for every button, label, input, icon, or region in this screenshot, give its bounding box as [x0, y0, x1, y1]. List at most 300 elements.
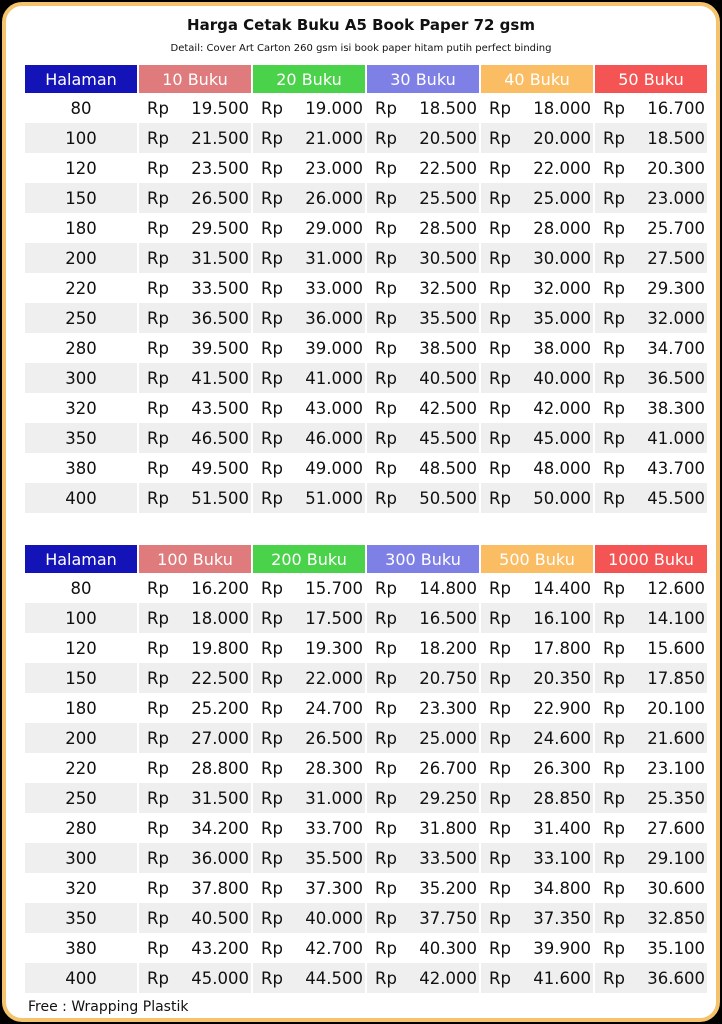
price-cell [139, 273, 251, 303]
currency-label: Rp [375, 908, 397, 928]
currency-label: Rp [375, 608, 397, 628]
price-value: 19.500 [191, 98, 249, 118]
currency-label: Rp [603, 98, 625, 118]
page-count-cell: 380 [25, 453, 137, 483]
price-cell [253, 813, 365, 843]
currency-label: Rp [375, 368, 397, 388]
price-cell [139, 573, 251, 603]
price-value: 34.700 [647, 338, 705, 358]
page-count-cell: 400 [25, 963, 137, 993]
price-cell [139, 153, 251, 183]
price-cell [253, 213, 365, 243]
currency-label: Rp [261, 158, 283, 178]
currency-label: Rp [489, 458, 511, 478]
price-cell [595, 243, 707, 273]
price-value: 20.750 [419, 668, 477, 688]
price-value: 12.600 [647, 578, 705, 598]
currency-label: Rp [489, 818, 511, 838]
page-count-cell: 150 [25, 183, 137, 213]
price-value: 50.500 [419, 488, 477, 508]
price-value: 22.900 [533, 698, 591, 718]
price-value: 16.700 [647, 98, 705, 118]
page-count-cell: 120 [25, 633, 137, 663]
price-value: 42.000 [419, 968, 477, 988]
price-value: 14.100 [647, 608, 705, 628]
price-table-large-quantity [23, 545, 709, 993]
price-value: 24.600 [533, 728, 591, 748]
price-cell [595, 843, 707, 873]
currency-label: Rp [489, 488, 511, 508]
price-value: 23.000 [305, 158, 363, 178]
table-row [25, 153, 707, 183]
price-cell [139, 633, 251, 663]
currency-label: Rp [489, 428, 511, 448]
price-value: 18.500 [419, 98, 477, 118]
table-row [25, 213, 707, 243]
price-value: 49.000 [305, 458, 363, 478]
price-cell [595, 363, 707, 393]
currency-label: Rp [147, 338, 169, 358]
price-cell [481, 573, 593, 603]
currency-label: Rp [147, 428, 169, 448]
price-cell [367, 813, 479, 843]
price-cell [139, 783, 251, 813]
price-cell [139, 183, 251, 213]
price-value: 28.500 [419, 218, 477, 238]
price-value: 33.500 [191, 278, 249, 298]
price-value: 19.800 [191, 638, 249, 658]
page-count-cell: 180 [25, 693, 137, 723]
table-row [25, 123, 707, 153]
currency-label: Rp [603, 908, 625, 928]
currency-label: Rp [489, 668, 511, 688]
currency-label: Rp [489, 338, 511, 358]
price-cell [253, 753, 365, 783]
price-value: 19.000 [305, 98, 363, 118]
currency-label: Rp [261, 608, 283, 628]
price-value: 37.350 [533, 908, 591, 928]
currency-label: Rp [489, 878, 511, 898]
price-value: 45.000 [533, 428, 591, 448]
price-cell [595, 813, 707, 843]
currency-label: Rp [489, 398, 511, 418]
currency-label: Rp [261, 578, 283, 598]
currency-label: Rp [375, 848, 397, 868]
price-value: 29.100 [647, 848, 705, 868]
table-row [25, 903, 707, 933]
currency-label: Rp [147, 608, 169, 628]
currency-label: Rp [489, 368, 511, 388]
currency-label: Rp [147, 908, 169, 928]
currency-label: Rp [147, 248, 169, 268]
price-cell [595, 303, 707, 333]
currency-label: Rp [603, 128, 625, 148]
price-cell [595, 693, 707, 723]
price-value: 15.700 [305, 578, 363, 598]
currency-label: Rp [261, 98, 283, 118]
currency-label: Rp [261, 698, 283, 718]
currency-label: Rp [147, 188, 169, 208]
price-cell [139, 603, 251, 633]
price-cell [367, 483, 479, 513]
price-value: 31.800 [419, 818, 477, 838]
currency-label: Rp [375, 98, 397, 118]
table-row [25, 453, 707, 483]
page-count-cell: 100 [25, 123, 137, 153]
currency-label: Rp [147, 878, 169, 898]
page-count-cell: 300 [25, 363, 137, 393]
currency-label: Rp [375, 758, 397, 778]
price-value: 51.000 [305, 488, 363, 508]
column-header-quantity: 20 Buku [253, 65, 365, 93]
price-cell [367, 663, 479, 693]
price-cell [481, 603, 593, 633]
currency-label: Rp [375, 458, 397, 478]
currency-label: Rp [603, 878, 625, 898]
currency-label: Rp [375, 488, 397, 508]
price-cell [139, 723, 251, 753]
price-value: 23.000 [647, 188, 705, 208]
currency-label: Rp [603, 668, 625, 688]
price-cell [367, 963, 479, 993]
price-cell [367, 393, 479, 423]
price-value: 26.500 [305, 728, 363, 748]
column-header-quantity: 30 Buku [367, 65, 479, 93]
currency-label: Rp [603, 428, 625, 448]
price-value: 35.000 [533, 308, 591, 328]
price-cell [481, 303, 593, 333]
price-cell [139, 483, 251, 513]
currency-label: Rp [489, 188, 511, 208]
currency-label: Rp [261, 758, 283, 778]
price-value: 43.000 [305, 398, 363, 418]
price-value: 20.300 [647, 158, 705, 178]
currency-label: Rp [147, 158, 169, 178]
price-value: 32.000 [533, 278, 591, 298]
page-count-cell: 200 [25, 243, 137, 273]
currency-label: Rp [603, 698, 625, 718]
currency-label: Rp [261, 338, 283, 358]
price-value: 16.500 [419, 608, 477, 628]
page-count-cell: 180 [25, 213, 137, 243]
price-cell [595, 903, 707, 933]
price-value: 28.300 [305, 758, 363, 778]
price-value: 29.500 [191, 218, 249, 238]
price-value: 22.000 [533, 158, 591, 178]
price-value: 39.900 [533, 938, 591, 958]
price-cell [481, 723, 593, 753]
price-value: 42.000 [533, 398, 591, 418]
price-cell [595, 783, 707, 813]
currency-label: Rp [261, 788, 283, 808]
price-cell [595, 483, 707, 513]
price-cell [253, 783, 365, 813]
price-cell [139, 213, 251, 243]
page-subtitle: Detail: Cover Art Carton 260 gsm isi book paper hitam putih perfect binding [170, 43, 552, 54]
price-cell [139, 123, 251, 153]
currency-label: Rp [489, 218, 511, 238]
currency-label: Rp [261, 128, 283, 148]
table-row [25, 813, 707, 843]
price-value: 41.500 [191, 368, 249, 388]
price-value: 37.800 [191, 878, 249, 898]
price-value: 25.200 [191, 698, 249, 718]
price-cell [253, 363, 365, 393]
price-cell [139, 663, 251, 693]
price-cell [481, 423, 593, 453]
column-header-quantity: 50 Buku [595, 65, 707, 93]
price-value: 35.500 [419, 308, 477, 328]
price-value: 26.300 [533, 758, 591, 778]
price-cell [367, 603, 479, 633]
price-cell [481, 123, 593, 153]
price-value: 34.200 [191, 818, 249, 838]
price-value: 35.500 [305, 848, 363, 868]
currency-label: Rp [261, 308, 283, 328]
currency-label: Rp [147, 848, 169, 868]
price-value: 16.100 [533, 608, 591, 628]
page-count-cell: 280 [25, 333, 137, 363]
price-value: 37.750 [419, 908, 477, 928]
currency-label: Rp [603, 458, 625, 478]
currency-label: Rp [603, 398, 625, 418]
currency-label: Rp [261, 368, 283, 388]
currency-label: Rp [375, 278, 397, 298]
price-card [2, 2, 720, 1022]
price-cell [253, 123, 365, 153]
price-value: 40.000 [305, 908, 363, 928]
currency-label: Rp [489, 128, 511, 148]
price-cell [367, 303, 479, 333]
price-value: 22.500 [191, 668, 249, 688]
price-cell [139, 753, 251, 783]
price-value: 36.000 [191, 848, 249, 868]
price-cell [253, 693, 365, 723]
price-value: 28.800 [191, 758, 249, 778]
page-count-cell: 220 [25, 273, 137, 303]
page-count-cell: 150 [25, 663, 137, 693]
currency-label: Rp [261, 188, 283, 208]
price-value: 28.000 [533, 218, 591, 238]
price-cell [481, 183, 593, 213]
table-row [25, 273, 707, 303]
price-cell [367, 183, 479, 213]
price-cell [595, 393, 707, 423]
price-value: 33.500 [419, 848, 477, 868]
currency-label: Rp [603, 758, 625, 778]
currency-label: Rp [147, 98, 169, 118]
price-value: 42.500 [419, 398, 477, 418]
currency-label: Rp [261, 458, 283, 478]
currency-label: Rp [603, 308, 625, 328]
price-value: 31.500 [191, 248, 249, 268]
price-value: 22.000 [305, 668, 363, 688]
price-cell [481, 633, 593, 663]
price-cell [367, 123, 479, 153]
price-value: 31.000 [305, 788, 363, 808]
currency-label: Rp [261, 968, 283, 988]
price-value: 40.000 [533, 368, 591, 388]
currency-label: Rp [375, 428, 397, 448]
price-value: 35.200 [419, 878, 477, 898]
currency-label: Rp [147, 578, 169, 598]
price-cell [253, 423, 365, 453]
price-value: 21.500 [191, 128, 249, 148]
price-value: 23.500 [191, 158, 249, 178]
price-cell [253, 243, 365, 273]
currency-label: Rp [489, 308, 511, 328]
price-value: 37.300 [305, 878, 363, 898]
price-cell [481, 963, 593, 993]
currency-label: Rp [261, 908, 283, 928]
price-cell [481, 933, 593, 963]
price-cell [253, 333, 365, 363]
table-row [25, 183, 707, 213]
page-count-cell: 100 [25, 603, 137, 633]
price-value: 45.500 [647, 488, 705, 508]
currency-label: Rp [261, 488, 283, 508]
price-value: 15.600 [647, 638, 705, 658]
table-row [25, 783, 707, 813]
currency-label: Rp [489, 578, 511, 598]
table-row [25, 963, 707, 993]
price-value: 33.700 [305, 818, 363, 838]
price-cell [253, 963, 365, 993]
price-cell [139, 903, 251, 933]
price-cell [253, 723, 365, 753]
price-value: 38.500 [419, 338, 477, 358]
price-cell [139, 423, 251, 453]
price-cell [481, 243, 593, 273]
currency-label: Rp [375, 158, 397, 178]
table-row [25, 843, 707, 873]
currency-label: Rp [489, 638, 511, 658]
column-header-pages: Halaman [25, 545, 137, 573]
price-cell [595, 273, 707, 303]
price-cell [139, 813, 251, 843]
price-cell [595, 423, 707, 453]
currency-label: Rp [603, 638, 625, 658]
price-value: 17.800 [533, 638, 591, 658]
table-row [25, 303, 707, 333]
price-value: 49.500 [191, 458, 249, 478]
price-value: 18.500 [647, 128, 705, 148]
currency-label: Rp [147, 278, 169, 298]
price-cell [253, 303, 365, 333]
currency-label: Rp [603, 818, 625, 838]
price-value: 39.000 [305, 338, 363, 358]
price-value: 43.200 [191, 938, 249, 958]
price-value: 30.600 [647, 878, 705, 898]
table-row [25, 243, 707, 273]
currency-label: Rp [147, 398, 169, 418]
price-cell [253, 663, 365, 693]
price-value: 45.000 [191, 968, 249, 988]
price-value: 25.700 [647, 218, 705, 238]
currency-label: Rp [147, 938, 169, 958]
table-row [25, 933, 707, 963]
currency-label: Rp [603, 728, 625, 748]
currency-label: Rp [261, 278, 283, 298]
currency-label: Rp [261, 218, 283, 238]
price-cell [253, 93, 365, 123]
table-row [25, 603, 707, 633]
currency-label: Rp [603, 368, 625, 388]
price-value: 23.300 [419, 698, 477, 718]
price-value: 51.500 [191, 488, 249, 508]
column-header-pages: Halaman [25, 65, 137, 93]
price-cell [367, 453, 479, 483]
price-value: 23.100 [647, 758, 705, 778]
page-count-cell: 80 [25, 93, 137, 123]
currency-label: Rp [375, 578, 397, 598]
currency-label: Rp [147, 758, 169, 778]
page-count-cell: 220 [25, 753, 137, 783]
price-value: 33.100 [533, 848, 591, 868]
price-cell [253, 843, 365, 873]
price-cell [595, 603, 707, 633]
currency-label: Rp [147, 698, 169, 718]
price-value: 21.000 [305, 128, 363, 148]
price-value: 20.000 [533, 128, 591, 148]
page-count-cell: 320 [25, 393, 137, 423]
price-cell [253, 573, 365, 603]
price-value: 32.850 [647, 908, 705, 928]
currency-label: Rp [375, 188, 397, 208]
price-cell [139, 693, 251, 723]
price-value: 16.200 [191, 578, 249, 598]
currency-label: Rp [603, 938, 625, 958]
currency-label: Rp [489, 158, 511, 178]
currency-label: Rp [375, 338, 397, 358]
price-cell [139, 873, 251, 903]
currency-label: Rp [375, 218, 397, 238]
price-value: 29.000 [305, 218, 363, 238]
price-value: 41.000 [647, 428, 705, 448]
page-count-cell: 200 [25, 723, 137, 753]
price-cell [481, 903, 593, 933]
table-row [25, 873, 707, 903]
currency-label: Rp [375, 938, 397, 958]
column-header-quantity: 40 Buku [481, 65, 593, 93]
currency-label: Rp [603, 788, 625, 808]
price-value: 38.300 [647, 398, 705, 418]
currency-label: Rp [489, 788, 511, 808]
price-cell [367, 423, 479, 453]
price-cell [595, 123, 707, 153]
price-cell [253, 153, 365, 183]
currency-label: Rp [147, 818, 169, 838]
price-value: 31.000 [305, 248, 363, 268]
currency-label: Rp [603, 968, 625, 988]
currency-label: Rp [603, 248, 625, 268]
price-cell [139, 393, 251, 423]
price-value: 25.350 [647, 788, 705, 808]
price-cell [139, 93, 251, 123]
price-cell [253, 393, 365, 423]
price-value: 40.300 [419, 938, 477, 958]
currency-label: Rp [603, 338, 625, 358]
column-header-quantity: 300 Buku [367, 545, 479, 573]
price-cell [481, 153, 593, 183]
price-cell [367, 153, 479, 183]
price-cell [595, 333, 707, 363]
price-cell [367, 783, 479, 813]
price-cell [253, 273, 365, 303]
price-value: 38.000 [533, 338, 591, 358]
price-value: 48.000 [533, 458, 591, 478]
price-value: 46.500 [191, 428, 249, 448]
